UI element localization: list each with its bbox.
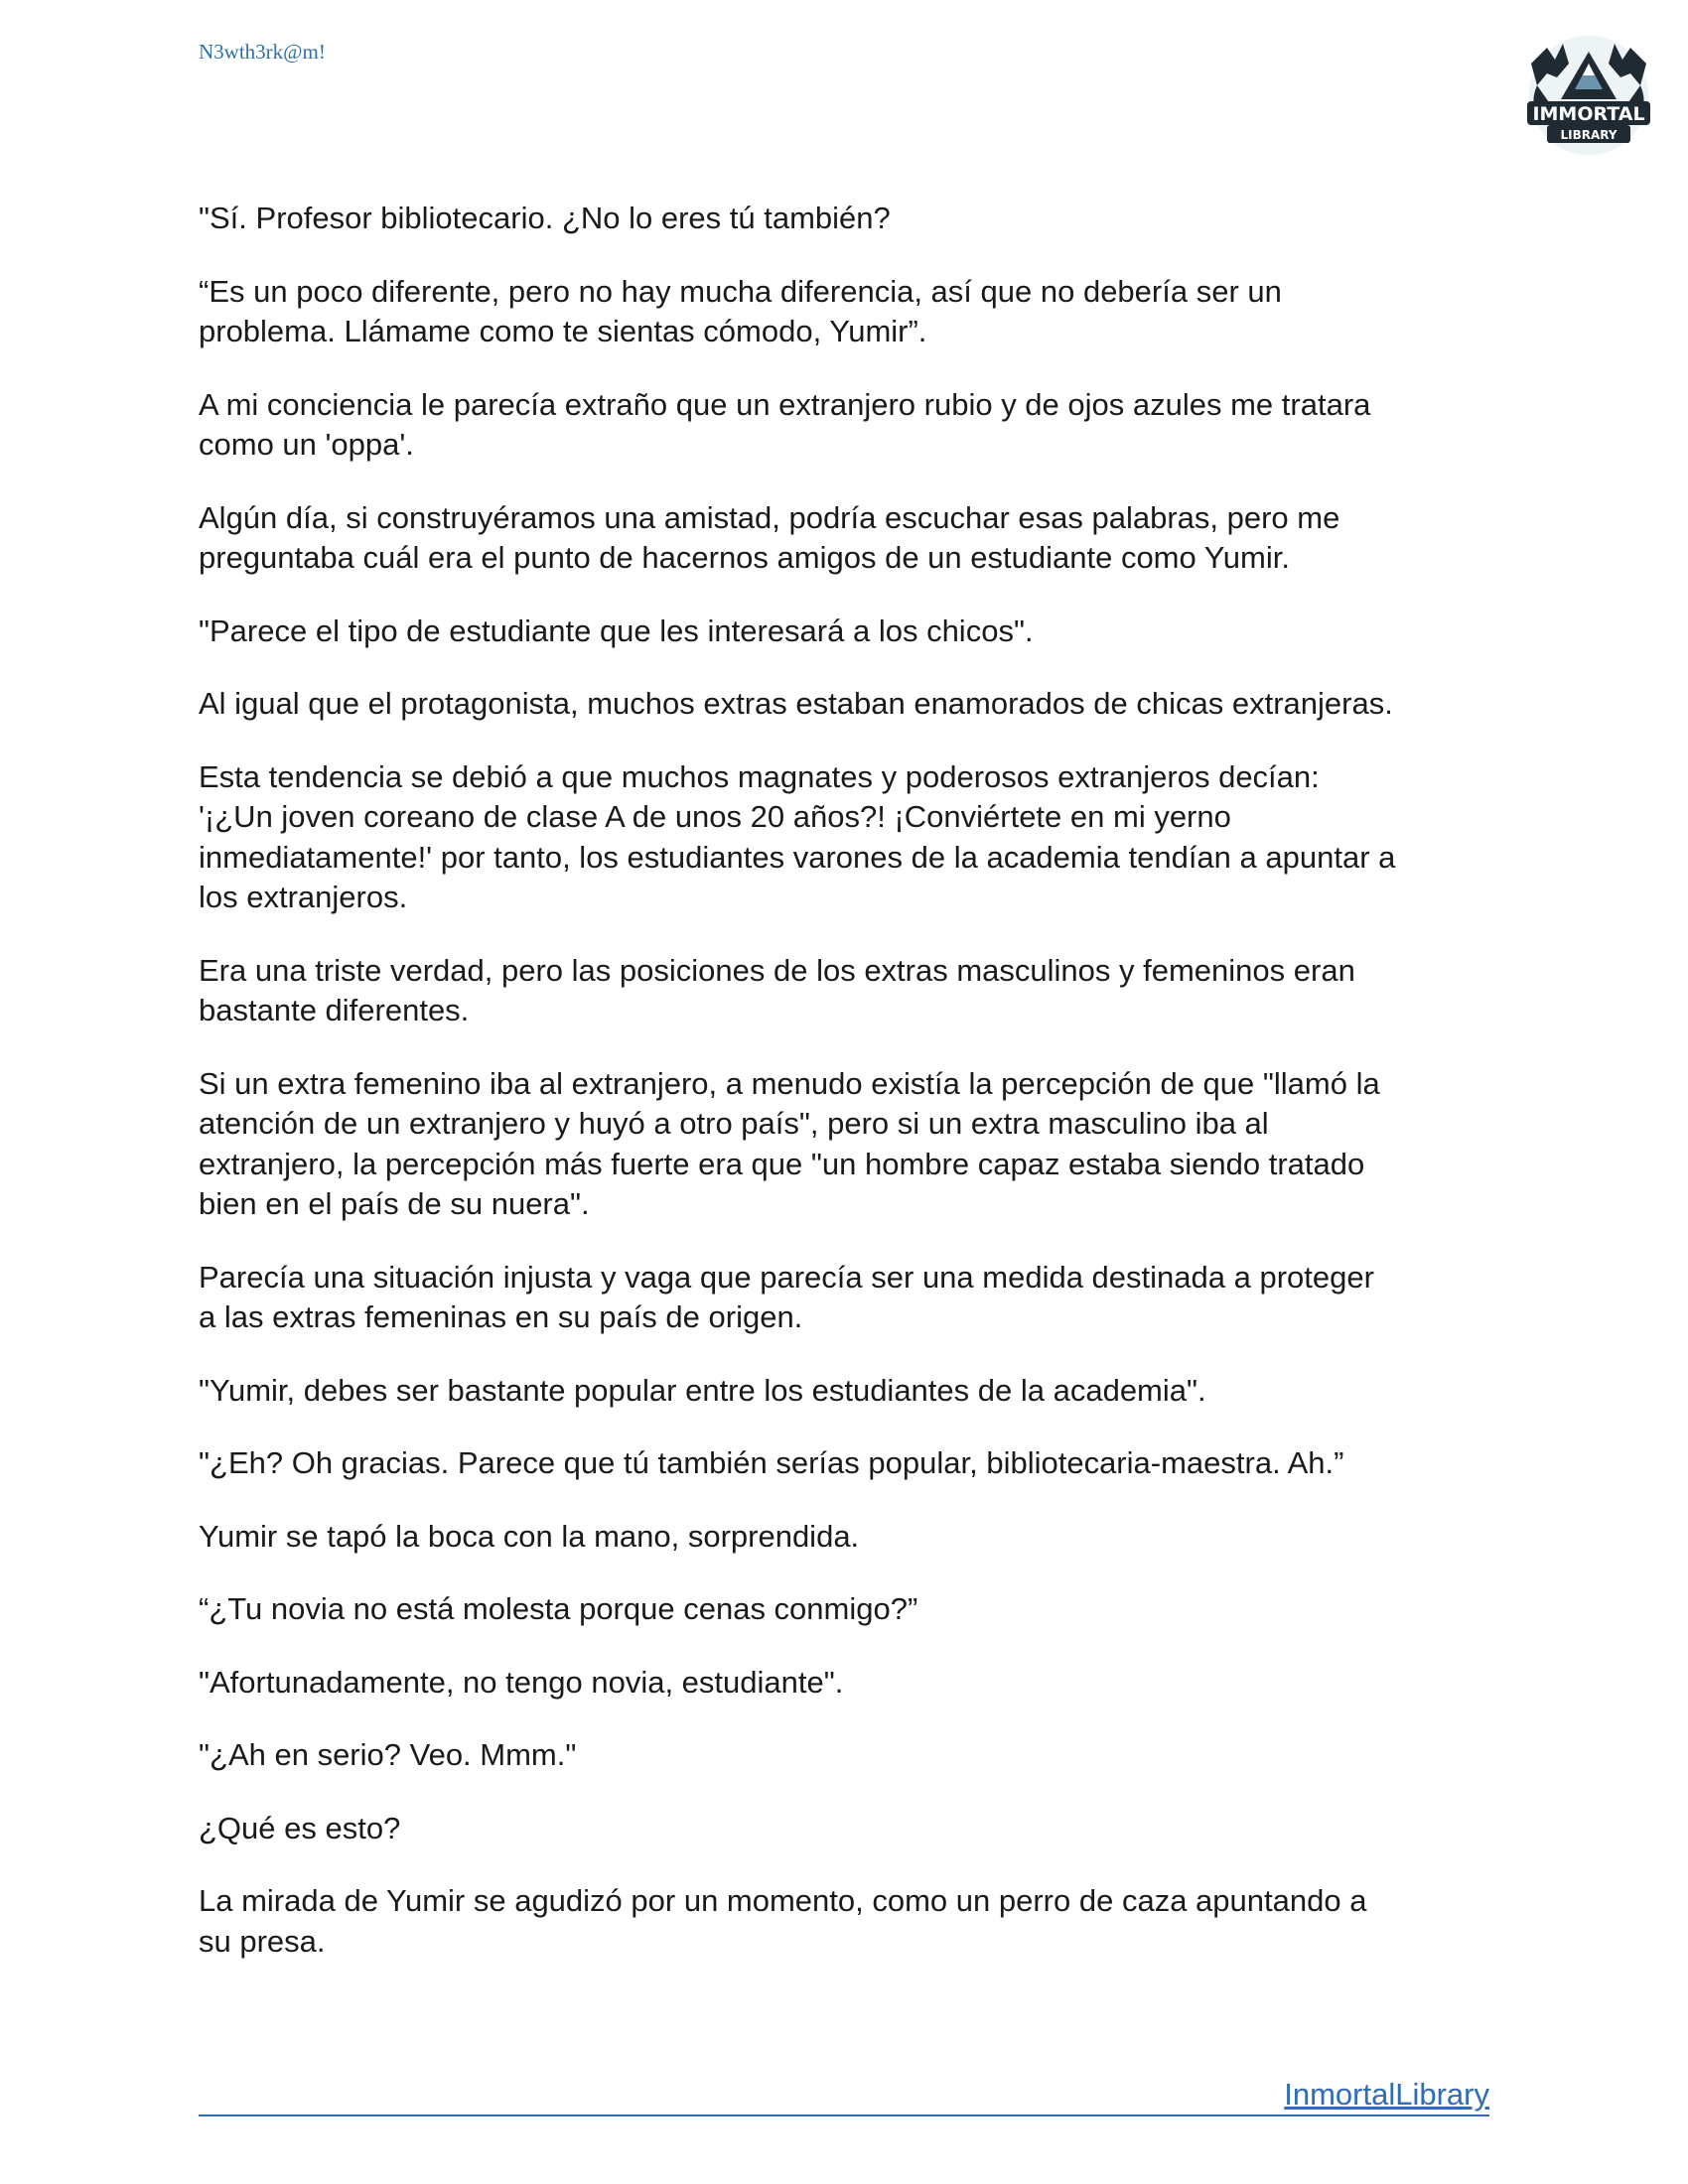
immortal-library-logo [1517,34,1660,163]
paragraph: “Es un poco diferente, pero no hay mucha diferencia, así que no debería ser un problema. Llámame como te sientas cómodo, Yumir”. [199,273,1282,348]
paragraph: Si un extra femenino iba al extranjero, a menudo existía la percepción de que "llamó la atención de un extranjero y huyó a otro país", pero si un extra masculino iba al extranjero, la percepción más fuerte era que "un hombre capaz estaba siendo tratado bien en el país de su nuera". [199,1065,1380,1221]
document-body [199,199,1489,1994]
paragraph: "Yumir, debes ser bastante popular entre los estudiantes de la academia". [199,1372,1206,1408]
paragraph: Esta tendencia se debió a que muchos magnates y poderosos extranjeros decían: '¡¿Un joven coreano de clase A de unos 20 años?! ¡Conviértete en mi yerno inmediatamente!' por tanto, los estudiantes varones de la academia tendían a apuntar a los extranjeros. [199,758,1396,914]
paragraph: Parecía una situación injusta y vaga que parecía ser una medida destinada a proteger a las extras femeninas en su país de origen. [199,1259,1374,1334]
paragraph: Era una triste verdad, pero las posiciones de los extras masculinos y femeninos eran bastante diferentes. [199,952,1355,1027]
paragraph: "¿Ah en serio? Veo. Mmm." [199,1737,577,1772]
logo-line2: LIBRARY [1560,128,1618,142]
paragraph: La mirada de Yumir se agudizó por un momento, como un perro de caza apuntando a su presa. [199,1883,1367,1959]
paragraph: Yumir se tapó la boca con la mano, sorprendida. [199,1518,860,1554]
paragraph: "Sí. Profesor bibliotecario. ¿No lo eres tú también? [199,201,891,235]
paragraph: "Parece el tipo de estudiante que les interesará a los chicos". [199,613,1034,648]
paragraph: Algún día, si construyéramos una amistad, podría escuchar esas palabras, pero me preguntaba cuál era el punto de hacernos amigos de un estudiante como Yumir. [199,499,1340,575]
paragraph: A mi conciencia le parecía extraño que un extranjero rubio y de ojos azules me tratara como un 'oppa'. [199,386,1371,462]
footer-divider [199,2115,1489,2116]
logo-line1: IMMORTAL [1532,103,1645,125]
paragraph: ¿Qué es esto? [199,1810,401,1845]
immortal-library-dragon-logo-icon [1517,34,1660,163]
paragraph: Al igual que el protagonista, muchos extras estaban enamorados de chicas extranjeras. [199,686,1393,721]
paragraph: "¿Eh? Oh gracias. Parece que tú también serías popular, bibliotecaria-maestra. Ah.” [199,1445,1344,1480]
header-watermark-text: N3wth3rk@m! [199,40,326,64]
paragraph: “¿Tu novia no está molesta porque cenas conmigo?” [199,1591,918,1626]
paragraph: "Afortunadamente, no tengo novia, estudiante". [199,1664,844,1700]
footer-link[interactable]: InmortalLibrary [1284,2077,1489,2112]
